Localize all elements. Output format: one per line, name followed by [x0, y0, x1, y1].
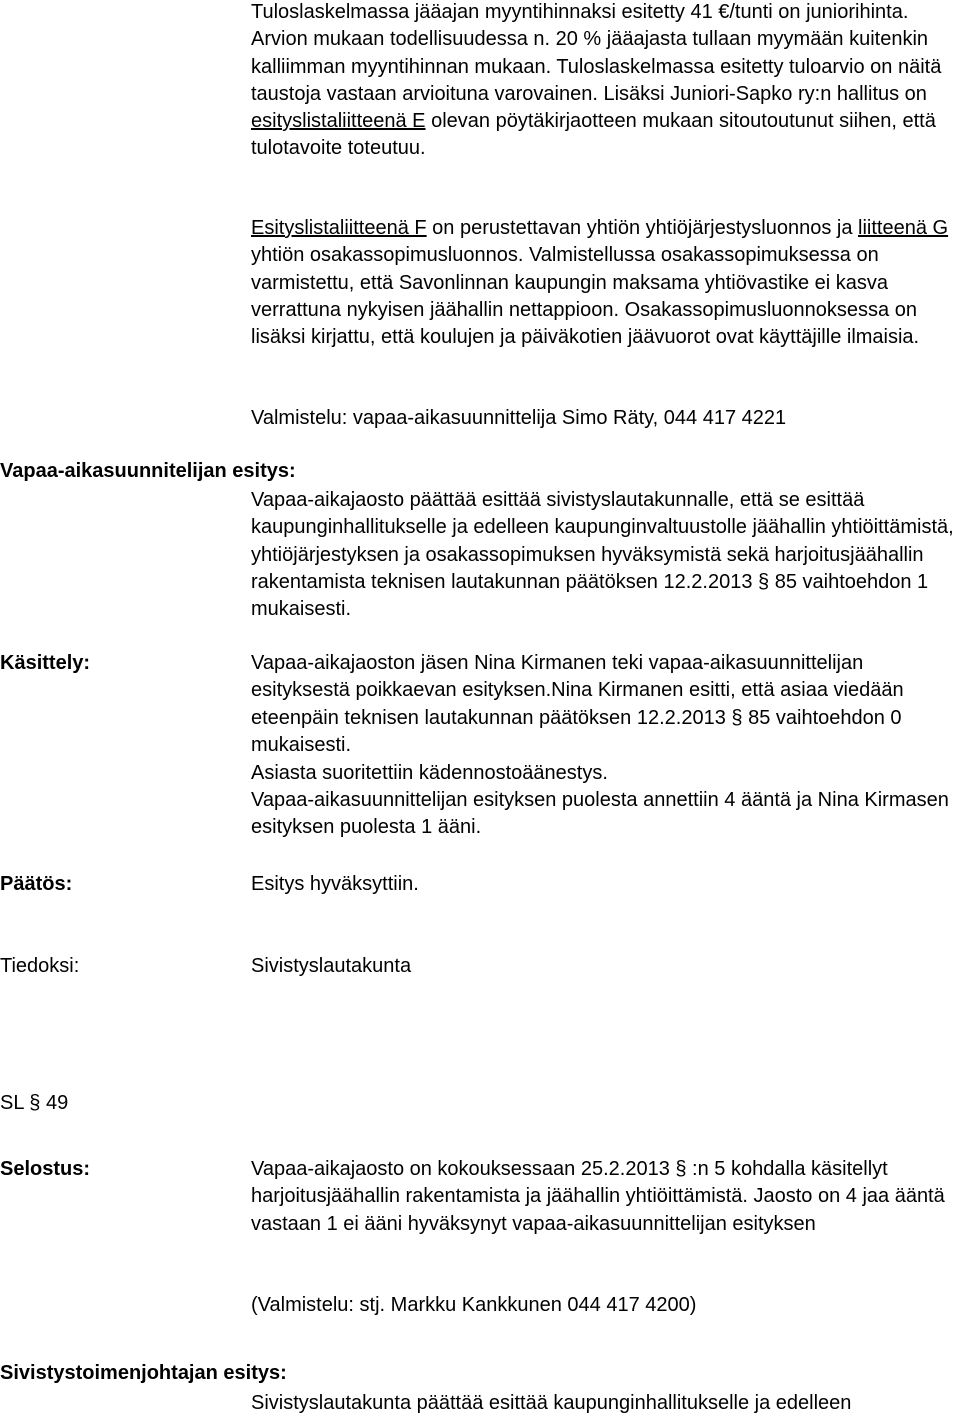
handling-result: Vapaa-aikasuunnittelijan esityksen puolesta annettiin 4 ääntä ja Nina Kirmasen esityksen puolesta 1 ääni. [251, 789, 949, 839]
intro-text: yhtiön osakassopimusluonnos. Valmistellussa osakassopimuksessa on varmistettu, että Savonlinnan kaupungin maksama yhtiövastike ei kasva verrattuna nykyisen jäähallin nettappioon. Osakassopimusluonnoksessa on lisäksi kirjattu, että koulujen ja päiväkotien jäävuorot ovat käyttäjille ilmaisia. [251, 244, 920, 349]
decision-text: Esitys hyväksyttiin. [251, 873, 419, 895]
explanation-text: Vapaa-aikajaosto on kokouksessaan 25.2.2013 § :n 5 kohdalla käsitellyt harjoitusjäähallin rakentamista ja jäähallin yhtiöittämistä. Jaosto on 4 jaa ääntä vastaan 1 ei ääni hyväksynyt vapaa-aikasuunnittelijan esityksen [251, 1158, 945, 1235]
explanation-preparer: (Valmistelu: stj. Markku Kankkunen 044 417 4200) [251, 1294, 697, 1316]
info-text: Sivistyslautakunta [251, 955, 412, 977]
handling-label: Käsittely: [0, 652, 91, 674]
proposal-text: Vapaa-aikajaosto päättää esittää sivistyslautakunnalle, että se esittää kaupunginhallitukselle ja edelleen kaupunginvaltuustolle jäähallin yhtiöittämistä, yhtiöjärjestyksen ja osakassopimuksen hyväksymistä sekä harjoitusjäähallin rakentamista teknisen lautakunnan päätöksen 12.2.2013 § 85 vaihtoehdon 1 mukaisesti. [251, 489, 954, 621]
intro-paragraph-1 [251, 0, 956, 163]
intro-text: Tuloslaskelmassa jääajan myyntihinnaksi esitetty 41 €/tunti on juniorihinta. Arvion mukaan todellisuudessa n. 20 % jääajasta tullaan myymään kuitenkin kalliimman myyntihinnan mukaan. Tuloslaskelmassa esitetty tuloarvio on näitä taustoja vastaan arvioituna varovainen. Lisäksi Juniori-Sapko ry:n hallitus on [251, 1, 942, 105]
intro-paragraph-2 [251, 215, 956, 351]
intro-text: olevan pöytäkirjaotteen mukaan sitoutoutunut siihen, että tulotavoite toteutuu. [251, 110, 936, 160]
explanation-label: Selostus: [0, 1158, 91, 1180]
decision-label: Päätös: [0, 873, 73, 895]
info-label: Tiedoksi: [0, 955, 80, 977]
director-label: Sivistystoimenjohtajan esitys: [0, 1362, 287, 1384]
preparer-line: Valmistelu: vapaa-aikasuunnittelija Simo Räty, 044 417 4221 [251, 407, 787, 429]
attachment-e-link[interactable]: esityslistaliitteenä E [251, 110, 426, 133]
handling-vote: Asiasta suoritettiin kädennostoäänestys. [251, 762, 608, 784]
attachment-g-link[interactable]: liitteenä G [858, 217, 949, 239]
attachment-f-link[interactable]: Esityslistaliitteenä F [251, 217, 427, 239]
director-text: Sivistyslautakunta päättää esittää kaupunginhallitukselle ja edelleen [251, 1392, 852, 1414]
handling-text: Vapaa-aikajaoston jäsen Nina Kirmanen teki vapaa-aikasuunnittelijan esityksestä poikkaevan esityksen.Nina Kirmanen esitti, että asiaa viedään eteenpäin teknisen lautakunnan päätöksen 12.2.2013 § 85 vaihtoehdon 0 mukaisesti. [251, 652, 904, 756]
proposal-label: Vapaa-aikasuunnitelijan esitys: [0, 460, 296, 482]
intro-text: on perustettavan yhtiön yhtiöjärjestysluonnos ja [426, 217, 858, 239]
section-number: SL § 49 [0, 1092, 69, 1114]
